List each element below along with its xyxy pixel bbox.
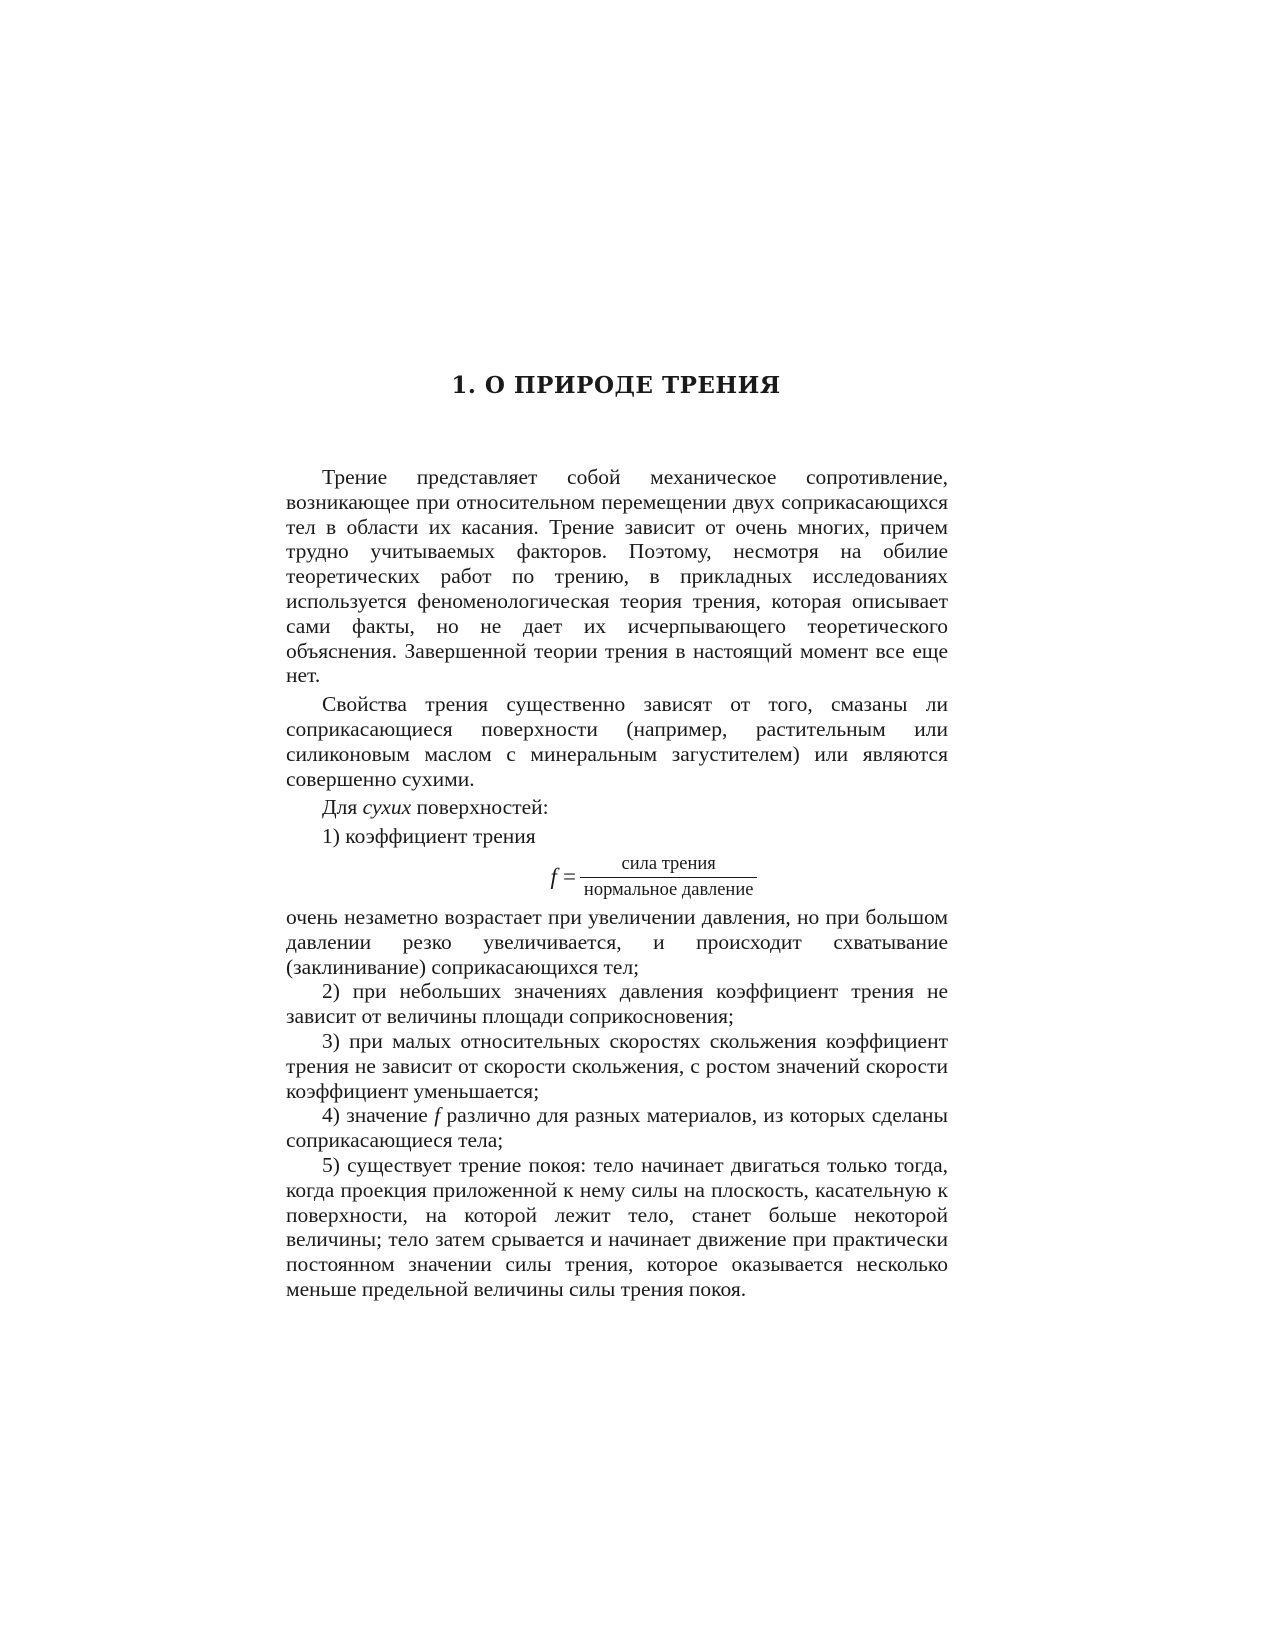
dry-emphasis: сухих xyxy=(362,795,412,820)
item4-prefix: 4) значение xyxy=(322,1103,435,1128)
list-item-1: 1) коэффициент трения xyxy=(322,824,536,849)
paragraph-properties: Свойства трения существенно зависят от того, смазаны ли соприкасающиеся поверхности (например, растительным или силиконовым маслом с минеральным загустителем) или являются совершенно сухими. xyxy=(286,692,948,791)
formula-fraction xyxy=(584,853,754,901)
item4-variable: f xyxy=(434,1103,441,1128)
formula-variable: f xyxy=(550,863,557,889)
dry-prefix: Для xyxy=(322,795,363,820)
formula-equals: = xyxy=(562,863,576,889)
list-item-4 xyxy=(286,1103,948,1153)
formula-denominator: нормальное давление xyxy=(583,879,754,900)
list-item-5: 5) существует трение покоя: тело начинает двигаться только тогда, когда проекция приложенной к нему силы на плоскость, касательную к поверхности, на которой лежит тело, станет больше некоторой величины; тело затем срывается и начинает движение при практически постоянном значении силы трения, которое оказывается несколько меньше предельной величины силы трения покоя. xyxy=(286,1152,948,1301)
list-item-3: 3) при малых относительных скоростях скольжения коэффициент трения не зависит от скорости скольжения, с ростом значений скорости коэффициент уменьшается; xyxy=(286,1028,948,1103)
body-text xyxy=(286,465,948,1302)
list-item-2: 2) при небольших значениях давления коэффициент трения не зависит от величины площади соприкосновения; xyxy=(286,979,948,1029)
list-item-1-continuation: очень незаметно возрастает при увеличении давления, но при большом давлении резко увеличивается, и происходит схватывание (заклинивание) соприкасающихся тел; xyxy=(286,904,948,979)
paragraph-intro: Трение представляет собой механическое сопротивление, возникающее при относительном перемещении двух соприкасающихся тел в области их касания. Трение зависит от очень многих, причем трудно учитываемых факторов. Поэтому, несмотря на обилие теоретических работ по трению, в прикладных исследованиях используется феноменологическая теория трения, которая описывает сами факты, но не дает их исчерпывающего теоретического объяснения. Завершенной теории трения в настоящий момент все еще нет. xyxy=(286,465,948,688)
section-title: 1. О ПРИРОДЕ ТРЕНИЯ xyxy=(451,372,781,399)
dry-suffix: поверхностей: xyxy=(411,795,549,820)
friction-coefficient-formula xyxy=(286,851,948,903)
paragraph-dry-surfaces xyxy=(286,795,948,820)
formula-numerator: сила трения xyxy=(580,853,758,878)
item4-suffix: различно для разных материалов, из которых сделаны соприкасающиеся тела; xyxy=(286,1103,948,1153)
